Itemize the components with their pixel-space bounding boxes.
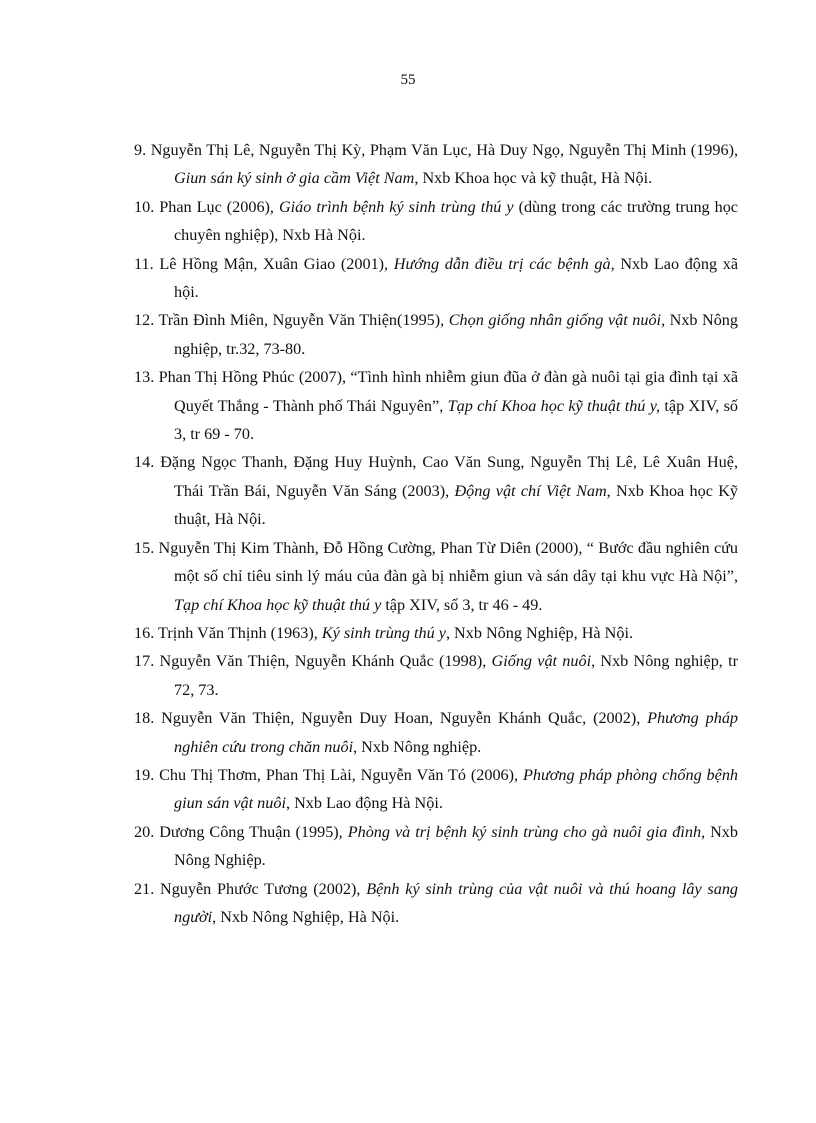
reference-title: Ký sinh trùng thú y	[321, 623, 446, 642]
reference-item	[134, 534, 738, 619]
reference-details: (dùng trong các trường trung học chuyên nghiệp), Nxb Hà Nội.	[174, 197, 738, 245]
reference-item	[134, 647, 738, 704]
reference-authors: Phan Lục (2006),	[159, 197, 279, 216]
reference-number: 9.	[134, 141, 147, 159]
reference-title: Hướng dẫn điều trị các bệnh gà	[393, 254, 611, 273]
reference-details: , Nxb Lao động Hà Nội.	[285, 794, 443, 813]
reference-number: 11.	[134, 254, 154, 273]
reference-authors: Chu Thị Thơm, Phan Thị Lài, Nguyễn Văn Tó (2006),	[159, 765, 523, 784]
reference-authors: Trịnh Văn Thịnh (1963),	[158, 623, 322, 642]
reference-item	[134, 818, 738, 875]
reference-title: Động vật chí Việt Nam	[454, 481, 607, 500]
reference-details: , Nxb Nông Nghiệp, Hà Nội.	[212, 907, 400, 926]
reference-title: Tạp chí Khoa học kỹ thuật thú y,	[447, 396, 661, 415]
reference-item	[134, 136, 738, 193]
reference-number: 16.	[134, 623, 155, 642]
reference-authors: Nguyễn Văn Thiện, Nguyễn Khánh Quắc (1998),	[159, 652, 492, 671]
reference-number: 18.	[134, 709, 155, 728]
reference-authors: Nguyễn Thị Lê, Nguyễn Thị Kỳ, Phạm Văn Lục, Hà Duy Ngọ, Nguyễn Thị Minh (1996),	[150, 141, 739, 159]
reference-details: , Nxb Nông nghiệp, tr 72, 73.	[174, 652, 739, 699]
reference-number: 20.	[134, 822, 155, 841]
reference-title: Giống vật nuôi	[491, 652, 592, 671]
page-number: 55	[400, 72, 416, 88]
reference-authors: Trần Đình Miên, Nguyễn Văn Thiện(1995),	[158, 311, 449, 330]
reference-number: 17.	[134, 652, 155, 671]
reference-authors: Đặng Ngọc Thanh, Đặng Huy Huỳnh, Cao Văn Sung, Nguyễn Thị Lê, Lê Xuân Huệ, Thái Trần Bái, Nguyễn Văn Sáng (2003),	[160, 453, 739, 500]
reference-details: , Nxb Nông nghiệp, tr.32, 73-80.	[174, 311, 738, 358]
reference-item	[134, 761, 738, 818]
reference-number: 14.	[134, 453, 155, 472]
reference-item	[134, 448, 738, 533]
reference-details: , Nxb Nông Nghiệp, Hà Nội.	[445, 623, 633, 642]
reference-item	[134, 875, 738, 932]
reference-number: 19.	[134, 765, 155, 784]
reference-authors: Nguyễn Thị Kim Thành, Đỗ Hồng Cường, Phan Từ Diên (2000), “ Bước đầu nghiên cứu một số chỉ tiêu sinh lý máu của đàn gà bị nhiễm giun và sán dây tại khu vực Hà Nội”,	[158, 538, 738, 586]
reference-details: , Nxb Khoa học Kỹ thuật, Hà Nội.	[174, 481, 738, 529]
reference-item	[134, 704, 738, 761]
reference-authors: Phan Thị Hồng Phúc (2007), “Tình hình nhiễm giun đũa ở đàn gà nuôi tại gia đình tại xã Quyết Thắng - Thành phố Thái Nguyên”,	[158, 368, 738, 415]
reference-title: Phương pháp phòng chống bệnh giun sán vật nuôi	[174, 765, 739, 813]
reference-title: Chọn giống nhân giống vật nuôi	[448, 311, 662, 330]
reference-details: , Nxb Nông nghiệp.	[353, 737, 482, 756]
reference-details: tập XIV, số 3, tr 69 - 70.	[174, 396, 738, 444]
reference-title: Giáo trình bệnh ký sinh trùng thú y	[278, 197, 514, 216]
reference-number: 13.	[134, 368, 155, 387]
reference-title: Phòng và trị bệnh ký sinh trùng cho gà nuôi gia đình	[347, 822, 702, 841]
reference-authors: Nguyễn Phước Tương (2002),	[160, 879, 367, 898]
reference-authors: Nguyễn Văn Thiện, Nguyễn Duy Hoan, Nguyễn Khánh Quắc, (2002),	[161, 709, 648, 728]
reference-details: , Nxb Nông Nghiệp.	[174, 822, 738, 870]
reference-item	[134, 193, 738, 250]
reference-number: 15.	[134, 538, 155, 557]
reference-number: 10.	[134, 197, 155, 216]
reference-item	[134, 306, 738, 363]
reference-authors: Lê Hồng Mận, Xuân Giao (2001),	[159, 254, 394, 273]
reference-title: Tạp chí Khoa học kỹ thuật thú y	[174, 595, 382, 614]
reference-details: tập XIV, số 3, tr 46 - 49.	[381, 595, 543, 614]
reference-title: Phương pháp nghiên cứu trong chăn nuôi	[174, 709, 739, 756]
reference-title: Giun sán ký sinh ở gia cầm Việt Nam	[174, 169, 415, 188]
reference-list	[134, 136, 738, 931]
reference-item	[134, 250, 738, 307]
reference-authors: Dương Công Thuận (1995),	[159, 822, 348, 841]
reference-title: Bệnh ký sinh trùng của vật nuôi và thú hoang lây sang người	[174, 879, 739, 926]
reference-number: 12.	[134, 311, 155, 330]
reference-details: , Nxb Khoa học và kỹ thuật, Hà Nội.	[414, 169, 653, 188]
reference-item	[134, 363, 738, 448]
reference-item	[134, 619, 738, 647]
reference-details: , Nxb Lao động xã hội.	[174, 254, 739, 302]
reference-number: 21.	[134, 879, 155, 898]
